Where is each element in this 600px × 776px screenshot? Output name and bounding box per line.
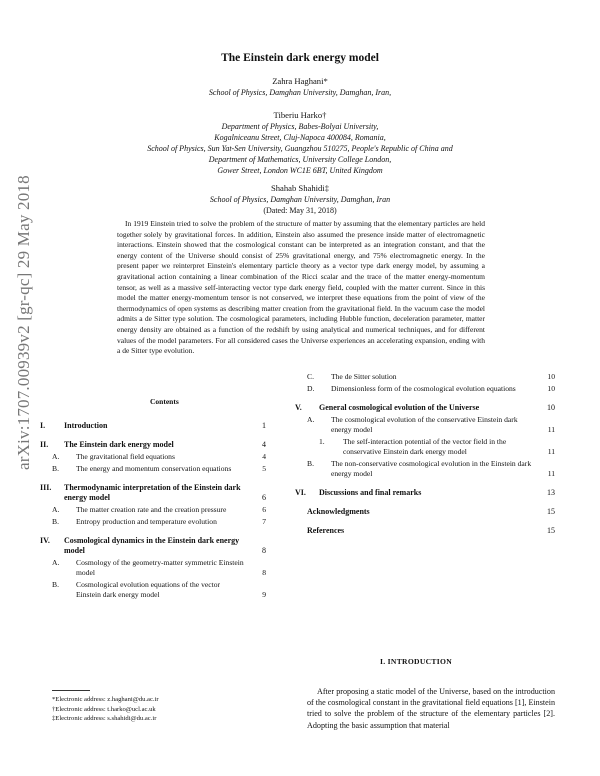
author-affiliation: Gower Street, London WC1E 6BT, United Kingdom — [217, 166, 383, 175]
toc-entry-page: 10 — [547, 372, 555, 381]
toc-entry-number: A. — [307, 415, 315, 424]
toc-entry-title — [52, 580, 266, 600]
toc-entry-page: 7 — [262, 517, 266, 526]
author-affiliation: School of Physics, Damghan University, Damghan, Iran, — [208, 88, 392, 97]
toc-entry-number: A. — [52, 505, 60, 514]
toc-entry-title — [52, 517, 266, 527]
toc-entry-title — [40, 483, 266, 503]
toc-entry-page: 8 — [262, 568, 266, 577]
toc-entry-number: B. — [52, 464, 59, 473]
toc-entry-page: 1 — [262, 421, 266, 430]
toc-entry-text: The cosmological evolution of the conservative Einstein dark energy model — [331, 415, 518, 434]
toc-entry-text: The Einstein dark energy model — [64, 440, 174, 449]
toc-entry[interactable] — [307, 384, 555, 394]
introduction-heading: I. INTRODUCTION — [380, 657, 453, 666]
toc-entry-number: C. — [307, 372, 314, 381]
toc-entry-title — [307, 372, 555, 382]
author-affiliation: School of Physics, Sun Yat-Sen University, Guangzhou 510275, People's Republic of China and — [147, 144, 453, 153]
toc-entry-title — [52, 505, 266, 515]
toc-entry-page: 6 — [262, 493, 266, 502]
toc-entry-number: B. — [307, 459, 314, 468]
toc-entry-title — [307, 384, 555, 394]
dated-line: (Dated: May 31, 2018) — [263, 206, 337, 215]
introduction-text: After proposing a static model of the Universe, based on the introduction of the cosmological constant in the gravitational field equations [1], Einstein tried to solve the problem of the structure of the elementary particles [2]. Adopting the basic assumption that material — [307, 687, 555, 730]
toc-entry-page: 15 — [547, 526, 555, 535]
toc-entry[interactable] — [40, 440, 266, 450]
toc-entry-page: 11 — [547, 425, 555, 434]
toc-entry-number: 1. — [319, 437, 325, 446]
toc-entry[interactable] — [307, 437, 555, 457]
toc-entry-number: D. — [307, 384, 315, 393]
toc-entry-page: 10 — [547, 403, 555, 412]
toc-entry-title — [307, 415, 555, 435]
author-name: Zahra Haghani* — [272, 76, 328, 86]
toc-entry[interactable] — [52, 452, 266, 462]
author-affiliation: School of Physics, Damghan University, Damghan, Iran — [209, 195, 391, 204]
toc-entry-text: Introduction — [64, 421, 108, 430]
toc-entry-text: The energy and momentum conservation equations — [76, 464, 232, 473]
author-affiliation: Kogalniceanu Street, Cluj-Napoca 400084, Romania, — [214, 133, 386, 142]
toc-entry-title — [52, 452, 266, 462]
toc-entry[interactable] — [52, 505, 266, 515]
toc-entry[interactable] — [307, 415, 555, 435]
toc-entry[interactable] — [307, 526, 555, 536]
toc-entry-number: VI. — [295, 488, 306, 497]
toc-entry[interactable] — [307, 507, 555, 517]
toc-entry-page: 13 — [547, 488, 555, 497]
toc-entry[interactable] — [295, 403, 555, 413]
toc-entry-title — [307, 507, 555, 517]
toc-entry-text: The gravitational field equations — [76, 452, 175, 461]
toc-entry-title — [52, 558, 266, 578]
toc-entry[interactable] — [40, 421, 266, 431]
toc-entry-number: I. — [40, 421, 46, 430]
footnote-rule — [52, 690, 90, 691]
contents-heading: Contents — [150, 397, 179, 406]
toc-left-column — [40, 421, 266, 600]
footnote: †Electronic address: t.harko@ucl.ac.uk — [52, 705, 156, 713]
toc-entry-text: Cosmology of the geometry-matter symmetric Einstein model — [76, 558, 244, 577]
author-name: Tiberiu Harko† — [273, 110, 327, 120]
toc-entry[interactable] — [40, 536, 266, 556]
toc-entry-text: Dimensionless form of the cosmological evolution equations — [331, 384, 516, 393]
toc-entry-text: The non-conservative cosmological evolution in the Einstein dark energy model — [331, 459, 532, 478]
arxiv-side-label: arXiv:1707.00939v2 [gr-qc] 29 May 2018 — [14, 175, 33, 470]
toc-entry-number: A. — [52, 558, 60, 567]
toc-entry[interactable] — [52, 464, 266, 474]
toc-entry-title — [52, 464, 266, 474]
toc-right-column — [295, 370, 555, 536]
toc-entry-text: Cosmological evolution equations of the vector Einstein dark energy model — [76, 580, 221, 599]
toc-entry-text: Thermodynamic interpretation of the Einstein dark energy model — [64, 483, 241, 502]
toc-entry-title — [40, 440, 266, 450]
toc-entry-page: 11 — [547, 469, 555, 478]
paper-title: The Einstein dark energy model — [221, 52, 379, 64]
author-block-1 — [60, 76, 540, 98]
toc-entry-number: A. — [52, 452, 60, 461]
toc-entry-text: Discussions and final remarks — [319, 488, 422, 497]
toc-entry-page: 10 — [547, 384, 555, 393]
toc-entry-page: 6 — [262, 505, 266, 514]
toc-entry-text: References — [307, 526, 345, 535]
author-block-2 — [60, 110, 540, 176]
toc-entry-text: The matter creation rate and the creation pressure — [76, 505, 227, 514]
toc-entry-page: 9 — [262, 590, 266, 599]
toc-entry-text: The de Sitter solution — [331, 372, 397, 381]
toc-entry-title — [307, 526, 555, 536]
footnotes — [52, 695, 159, 724]
toc-entry-text: The self-interaction potential of the vector field in the conservative Einstein dark energy model — [343, 437, 507, 456]
toc-entry-page: 15 — [547, 507, 555, 516]
toc-entry[interactable] — [52, 580, 266, 600]
toc-entry-number: B. — [52, 580, 59, 589]
toc-entry[interactable] — [307, 372, 555, 382]
toc-entry-title — [295, 488, 555, 498]
toc-entry[interactable] — [40, 483, 266, 503]
toc-entry-title — [40, 421, 266, 431]
toc-entry[interactable] — [295, 488, 555, 498]
toc-entry-title — [295, 403, 555, 413]
toc-entry-number: B. — [52, 517, 59, 526]
footnote: *Electronic address: z.haghani@du.ac.ir — [52, 696, 159, 703]
toc-entry-text: Acknowledgments — [307, 507, 370, 516]
toc-entry[interactable] — [307, 459, 555, 479]
footnote: ‡Electronic address: s.shahidi@du.ac.ir — [52, 715, 157, 722]
toc-entry-page: 5 — [262, 464, 266, 473]
toc-entry[interactable] — [52, 558, 266, 578]
toc-entry-number: IV. — [40, 536, 50, 545]
author-affiliation: Department of Physics, Babes-Bolyai University, — [221, 122, 379, 131]
author-affiliation: Department of Mathematics, University College London, — [208, 155, 392, 164]
toc-entry-text: General cosmological evolution of the Universe — [319, 403, 480, 412]
toc-entry-title — [319, 437, 555, 457]
toc-entry-number: III. — [40, 483, 52, 492]
toc-entry-page: 8 — [262, 546, 266, 555]
abstract: In 1919 Einstein tried to solve the problem of the structure of matter by assuming that the elementary particles are held together solely by gravitational forces. In addition, Einstein also assumed the presence inside matter of electromagnetic interactions. Einstein showed that the cosmological constant can be interpreted as an integration constant, and that the energy content of the Universe should consist of 25% gravitational energy, and 75% electromagnetic energy. In the present paper we reinterpret Einstein's elementary particle theory as a vector type dark energy model, by assuming a gravitational action containing a linear combination of the Ricci scalar and the trace of the matter energy-momentum tensor, as well as a massive self-interacting vector type dark energy field, coupled with the matter current. Since in this model the matter energy-momentum tensor is not conserved, we interpret these equations from the point of view of the thermodynamics of open systems as describing matter creation from the gravitational field. In the vacuum case the model admits a de Sitter type solution. The cosmological parameters, including Hubble function, deceleration parameter, matter energy density are obtained as a function of the redshift by using analytical and numerical techniques, and for different values of the model parameters. For all considered cases the Universe experiences an accelerating expansion, ending with a de Sitter type evolution. — [117, 219, 485, 356]
toc-entry-text: Cosmological dynamics in the Einstein dark energy model — [64, 536, 240, 555]
toc-entry-page: 4 — [262, 452, 266, 461]
toc-entry-title — [307, 459, 555, 479]
toc-entry-text: Entropy production and temperature evolution — [76, 517, 217, 526]
toc-entry-page: 11 — [547, 447, 555, 456]
toc-entry-title — [40, 536, 266, 556]
author-name: Shahab Shahidi‡ — [270, 183, 329, 193]
toc-entry-number: II. — [40, 440, 49, 449]
toc-entry-page: 4 — [262, 440, 266, 449]
toc-entry-number: V. — [295, 403, 302, 412]
author-block-3 — [60, 183, 540, 216]
toc-entry[interactable] — [52, 517, 266, 527]
